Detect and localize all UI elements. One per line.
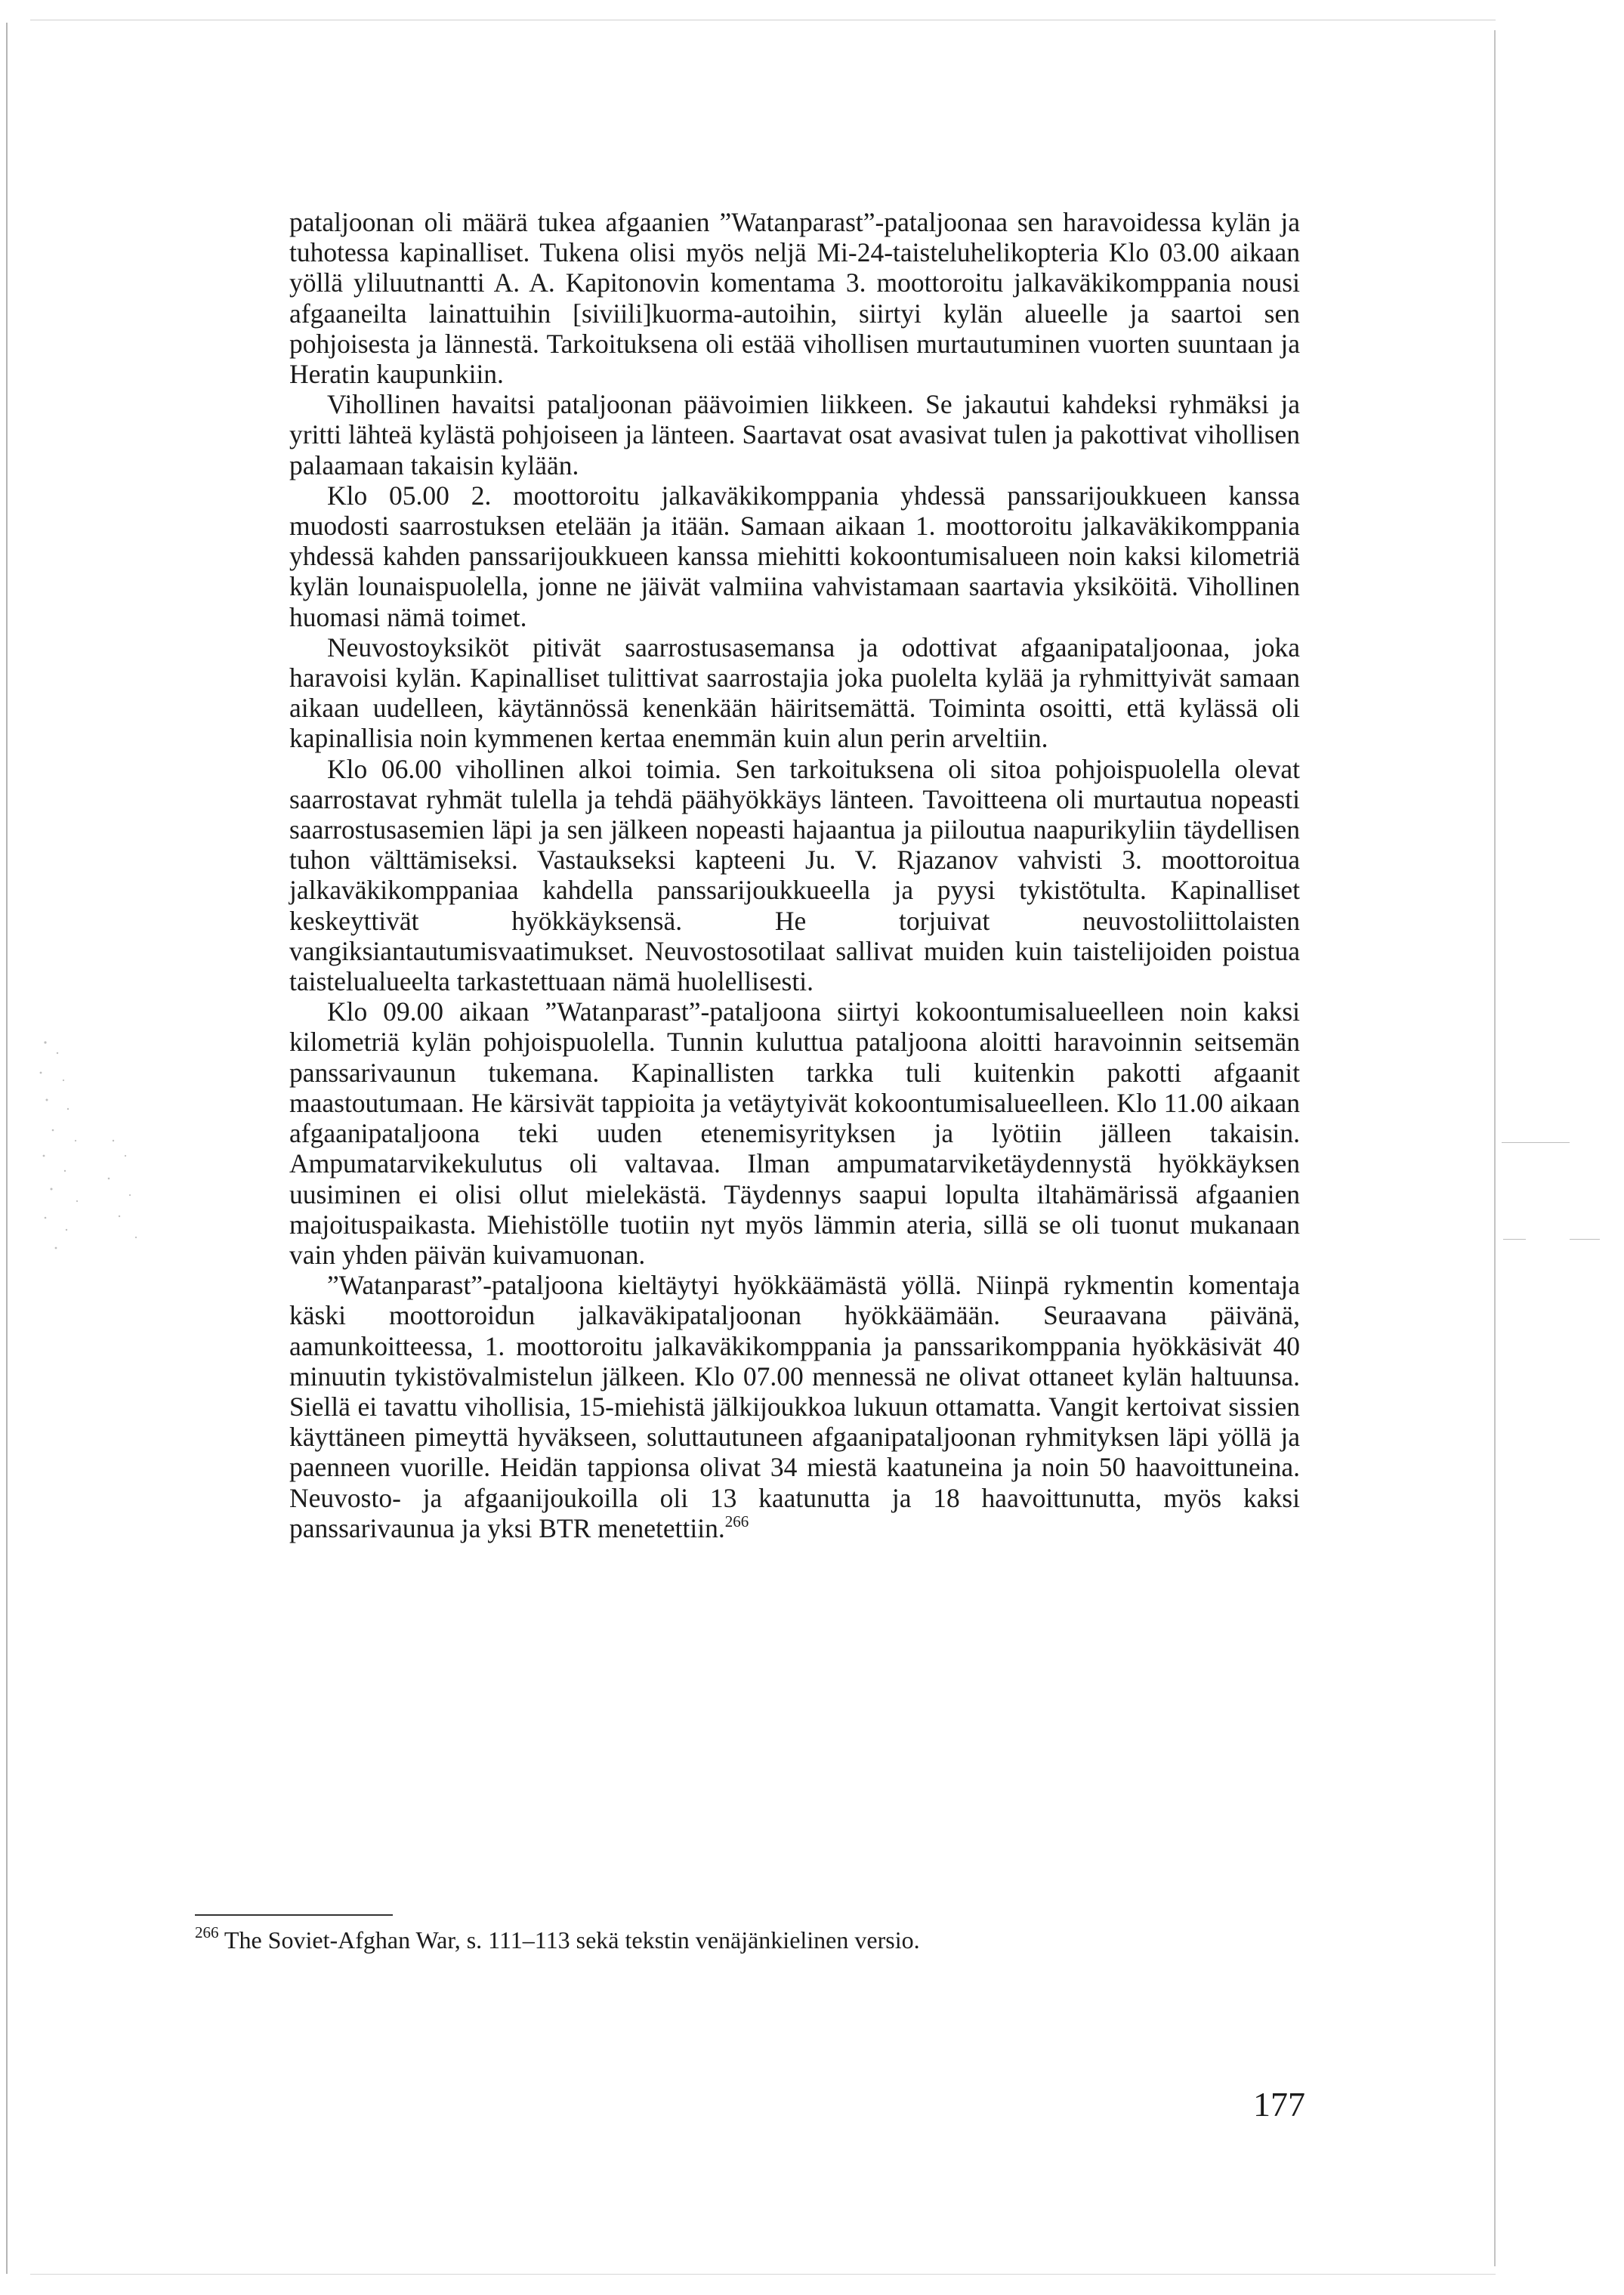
paragraph-with-footnote bbox=[289, 1270, 1300, 1543]
page-edge-bottom bbox=[30, 2274, 1496, 2275]
footnote-separator bbox=[195, 1914, 393, 1916]
margin-mark bbox=[1503, 1239, 1526, 1240]
page-edge-right bbox=[1494, 30, 1496, 2266]
paragraph: Vihollinen havaitsi pataljoonan päävoimien liikkeen. Se jakautui kahdeksi ryhmäksi ja yritti lähteä kylästä pohjoiseen ja länteen. Saartavat osat avasivat tulen ja pakottivat vihollisen palaamaan takaisin kylään. bbox=[289, 389, 1300, 480]
scan-specks bbox=[30, 1027, 174, 1277]
margin-mark bbox=[1502, 1142, 1570, 1143]
page-number: 177 bbox=[1253, 2085, 1305, 2124]
paragraph: Klo 05.00 2. moottoroitu jalkaväkikomppania yhdessä panssarijoukkueen kanssa muodosti saarrostuksen etelään ja itään. Samaan aikaan 1. moottoroitu jalkaväkikomppania yhdessä kahden panssarijoukkueen kanssa miehitti kokoontumisalueen noin kaksi kilometriä kylän lounaispuolella, jonne ne jäivät valmiina vahvistamaan saartavia yksiköitä. Vihollinen huomasi nämä toimet. bbox=[289, 480, 1300, 632]
paragraph: pataljoonan oli määrä tukea afgaanien ”Watanparast”-pataljoonaa sen haravoidessa kylän ja tuhotessa kapinalliset. Tukena olisi myös neljä Mi-24-taisteluhelikopteria Klo 03.00 aikaan yöllä yliluutnantti A. A. Kapitonovin komentama 3. moottoroitu jalkaväkikomppania nousi afgaaneilta lainattuihin [siviili]kuorma-autoihin, siirtyi kylän alueelle ja saartoi sen pohjoisesta ja lännestä. Tarkoituksena oli estää vihollisen murtautuminen vuorten suuntaan ja Heratin kaupunkiin. bbox=[289, 207, 1300, 390]
footnote-reference: 266 bbox=[724, 1512, 749, 1531]
body-text bbox=[289, 207, 1300, 1543]
paragraph: Klo 09.00 aikaan ”Watanparast”-pataljoona siirtyi kokoontumisalueelleen noin kaksi kilometriä kylän pohjoispuolella. Tunnin kuluttua pataljoona aloitti haravoinnin seitsemän panssarivaunun tukemana. Kapinallisten tarkka tuli kuitenkin pakotti afgaanit maastoutumaan. He kärsivät tappioita ja vetäytyivät kokoontumisalueelleen. Klo 11.00 aikaan afgaanipataljoona teki uuden etenemisyrityksen ja lyötiin jälleen takaisin. Ampumatarvikekulutus oli valtavaa. Ilman ampumatarviketäydennystä hyökkäyksen uusiminen ei olisi ollut mielekästä. Täydennys saapui lopulta iltahämärissä afgaanien majoituspaikasta. Miehistölle tuotiin nyt myös lämmin ateria, sillä se oli tuonut mukanaan vain yhden päivän kuivamuonan. bbox=[289, 996, 1300, 1270]
paragraph: Neuvostoyksiköt pitivät saarrostusasemansa ja odottivat afgaanipataljoonaa, joka haravoisi kylän. Kapinalliset tulittivat saarrostajia joka puolelta kylää ja ryhmittyivät samaan aikaan uudelleen, käytännössä kenenkään häiritsemättä. Toiminta osoitti, että kylässä oli kapinallisia noin kymmenen kertaa enemmän kuin alun perin arveltiin. bbox=[289, 632, 1300, 754]
footnote bbox=[195, 1925, 1298, 1955]
footnote-text: The Soviet-Afghan War, s. 111–113 sekä tekstin venäjänkielinen versio. bbox=[218, 1926, 920, 1954]
margin-mark bbox=[1570, 1239, 1600, 1240]
paragraph: Klo 06.00 vihollinen alkoi toimia. Sen tarkoituksena oli sitoa pohjoispuolella olevat saarrostavat ryhmät tulella ja tehdä päähyökkäys länteen. Tavoitteena oli murtautua nopeasti saarrostusasemien läpi ja sen jälkeen nopeasti hajaantua ja piiloutua naapurikyliin täydellisen tuhon välttämiseksi. Vastaukseksi kapteeni Ju. V. Rjazanov vahvisti 3. moottoroitua jalkaväkikomppaniaa kahdella panssarijoukkueella ja pyysi tykistötulta. Kapinalliset keskeyttivät hyökkäyksensä. He torjuivat neuvostoliittolaisten vangiksiantautumisvaatimukset. Neuvostosotilaat sallivat muiden kuin taistelijoiden poistua taistelualueelta tarkastettuaan nämä huolellisesti. bbox=[289, 753, 1300, 997]
paragraph-text: ”Watanparast”-pataljoona kieltäytyi hyökkäämästä yöllä. Niinpä rykmentin komentaja käski moottoroidun jalkaväkipataljoonan hyökkäämään. Seuraavana päivänä, aamunkoitteessa, 1. moottoroitu jalkaväkikomppania ja panssarikomppania hyökkäsivät 40 minuutin tykistövalmistelun jälkeen. Klo 07.00 mennessä ne olivat ottaneet kylän haltuunsa. Siellä ei tavattu vihollisia, 15-miehistä jälkijoukkoa lukuun ottamatta. Vangit kertoivat sissien käyttäneen pimeyttä hyväkseen, soluttautuneen afgaanipataljoonan ryhmityksen läpi yöllä ja paenneen vuorille. Heidän tappionsa olivat 34 miestä kaatuneina ja noin 50 haavoittuneina. Neuvosto- ja afgaanijoukoilla oli 13 kaatunutta ja 18 haavoittunutta, myös kaksi panssarivaunua ja yksi BTR menetettiin. bbox=[289, 1270, 1300, 1543]
footnote-marker: 266 bbox=[195, 1923, 219, 1941]
page-edge-left bbox=[6, 23, 8, 2274]
